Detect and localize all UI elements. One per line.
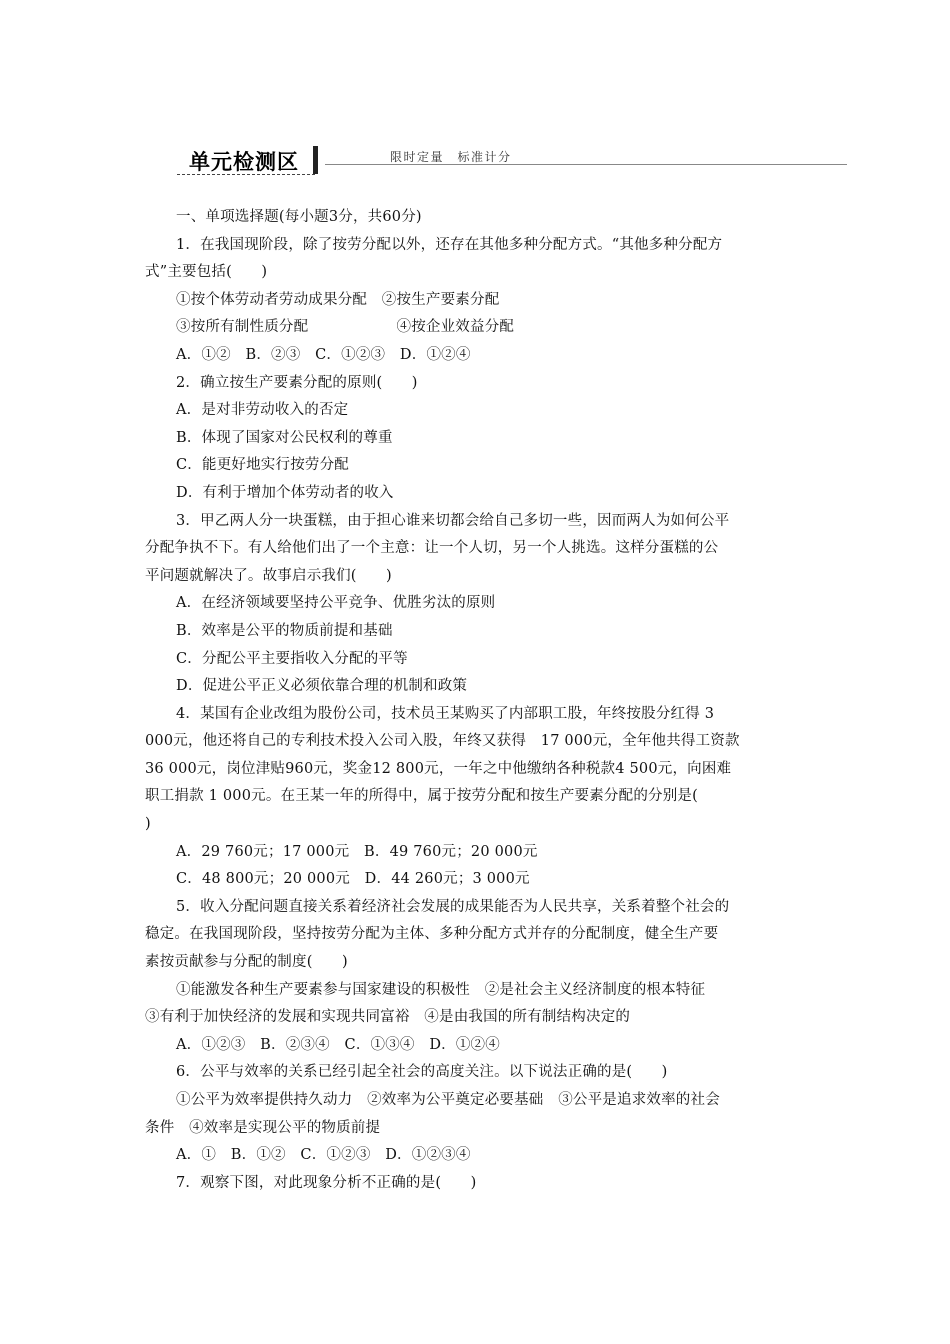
text-line: B．效率是公平的物质前提和基础 bbox=[176, 622, 393, 639]
text-line: 素按贡献参与分配的制度( ) bbox=[145, 954, 348, 971]
text-line: ③按所有制性质分配 ④按企业效益分配 bbox=[176, 319, 515, 336]
text-line: 1．在我国现阶段，除了按劳分配以外，还存在其他多种分配方式。“其他多种分配方 bbox=[176, 236, 723, 253]
text-line: C．48 800元；20 000元 D．44 260元；3 000元 bbox=[176, 871, 530, 888]
text-line: 4．某国有企业改组为股份公司，技术员王某购买了内部职工股，年终按股分红得 3 bbox=[176, 705, 715, 722]
text-line: ①按个体劳动者劳动成果分配 ②按生产要素分配 bbox=[176, 291, 500, 308]
text-line: 36 000元，岗位津贴960元，奖金12 800元，一年之中他缴纳各种税款4 500元，向困难 bbox=[145, 760, 732, 777]
text-line: A．是对非劳动收入的否定 bbox=[176, 402, 349, 419]
title-separator-bar bbox=[313, 146, 318, 174]
text-line: A．①② B．②③ C．①②③ D．①②④ bbox=[176, 346, 471, 363]
text-line: A．①②③ B．②③④ C．①③④ D．①②④ bbox=[176, 1036, 500, 1053]
text-line: 2．确立按生产要素分配的原则( ) bbox=[176, 374, 418, 391]
text-line: A．① B．①② C．①②③ D．①②③④ bbox=[176, 1147, 471, 1164]
text-line: A．在经济领域要坚持公平竞争、优胜劣汰的原则 bbox=[176, 595, 496, 612]
text-line: 分配争执不下。有人给他们出了一个主意：让一个人切，另一个人挑选。这样分蛋糕的公 bbox=[145, 540, 719, 557]
text-line: 平问题就解决了。故事启示我们( ) bbox=[145, 567, 392, 584]
text-line: 3．甲乙两人分一块蛋糕，由于担心谁来切都会给自己多切一些，因而两人为如何公平 bbox=[176, 512, 730, 529]
question-content bbox=[145, 204, 810, 1197]
text-line: C．分配公平主要指收入分配的平等 bbox=[176, 650, 408, 667]
text-line: 5．收入分配问题直接关系着经济社会发展的成果能否为人民共享，关系着整个社会的 bbox=[176, 898, 730, 915]
text-line: ①公平为效率提供持久动力 ②效率为公平奠定必要基础 ③公平是追求效率的社会 bbox=[176, 1092, 720, 1108]
text-line: 6．公平与效率的关系已经引起全社会的高度关注。以下说法正确的是( ) bbox=[176, 1064, 668, 1081]
section-header bbox=[175, 144, 847, 180]
text-line: C．能更好地实行按劳分配 bbox=[176, 457, 349, 474]
text-line: 7．观察下图，对此现象分析不正确的是( ) bbox=[176, 1174, 477, 1191]
text-line: 条件 ④效率是实现公平的物质前提 bbox=[145, 1119, 381, 1136]
title-dashed-underline bbox=[177, 174, 315, 175]
text-line: D．促进公平正义必须依靠合理的机制和政策 bbox=[176, 678, 468, 695]
text-line: 式”主要包括( ) bbox=[145, 264, 268, 281]
text-line: D．有利于增加个体劳动者的收入 bbox=[176, 484, 394, 501]
text-line: 000元，他还将自己的专利技术投入公司入股，年终又获得 17 000元，全年他共得工资款 bbox=[145, 733, 740, 750]
section-title: 单元检测区 bbox=[189, 150, 299, 174]
text-line: A．29 760元；17 000元 B．49 760元；20 000元 bbox=[176, 843, 538, 860]
text-line: 职工捐款 1 000元。在王某一年的所得中，属于按劳分配和按生产要素分配的分别是( bbox=[145, 788, 698, 805]
text-line: 稳定。在我国现阶段，坚持按劳分配为主体、多种分配方式并存的分配制度，健全生产要 bbox=[145, 926, 719, 943]
text-line: B．体现了国家对公民权利的尊重 bbox=[176, 429, 393, 446]
text-line: 一、单项选择题(每小题3分，共60分) bbox=[176, 209, 422, 225]
text-line: ) bbox=[145, 816, 151, 833]
section-subtitle: 限时定量 标准计分 bbox=[390, 150, 512, 164]
text-line: ①能激发各种生产要素参与国家建设的积极性 ②是社会主义经济制度的根本特征 bbox=[176, 981, 706, 998]
text-line: ③有利于加快经济的发展和实现共同富裕 ④是由我国的所有制结构决定的 bbox=[145, 1009, 631, 1026]
